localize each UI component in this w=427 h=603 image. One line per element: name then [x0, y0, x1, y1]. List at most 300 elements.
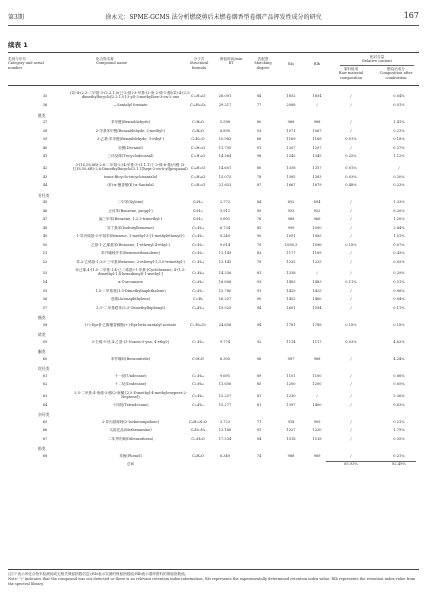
cell-raw: / — [350, 419, 352, 424]
cell-md: 93 — [256, 280, 262, 284]
section-label: 杂环类 — [38, 412, 50, 417]
cell-no: 43 — [42, 174, 48, 179]
section-label: 芳烃类 — [38, 192, 50, 198]
cell-raw: / — [350, 428, 352, 432]
cell-md: 92 — [256, 339, 262, 344]
cell-rt: 19.525 — [218, 305, 232, 310]
cell-rt: 9.774 — [219, 339, 231, 344]
cell-raw: / — [350, 120, 352, 124]
cell-ris: 2088 — [286, 103, 296, 107]
cell-ref: 82.49% — [392, 462, 406, 466]
cell-name: 3-乙基-苯甲醛(Benzaldehyde, 3-ethyl-) — [96, 137, 165, 141]
cell-no: 37 — [42, 120, 48, 124]
cell-raw: / — [350, 208, 352, 213]
cell-rt: 15.075 — [218, 174, 232, 179]
cell-no: 61 — [42, 373, 48, 378]
cell-raw: / — [350, 217, 352, 221]
cell-no: 53 — [42, 271, 48, 275]
cell-rt: 14.256 — [218, 271, 232, 275]
table-bottom-rule — [8, 569, 419, 570]
table-row — [8, 403, 419, 412]
cell-md: 94 — [256, 305, 262, 310]
table-row — [8, 137, 419, 146]
cell-formula: C₁₅H₂₂O — [190, 183, 206, 187]
running-header — [8, 12, 419, 22]
cell-raw: 0.01% — [345, 165, 357, 170]
cell-raw: / — [350, 297, 352, 301]
cell-formula: C₁₅H₂₄O — [190, 94, 206, 98]
cell-no: 68 — [42, 453, 48, 458]
page-number: 167 — [403, 11, 419, 20]
cell-ref: / — [398, 165, 400, 170]
cell-rib: 1383 — [312, 174, 322, 179]
cell-md: 85 — [256, 225, 262, 230]
cell-raw: / — [350, 305, 352, 310]
cell-no: 58 — [42, 322, 48, 327]
section-label: 烯类 — [38, 332, 46, 337]
cell-name: 十四烷(Tetradecane) — [112, 402, 149, 407]
cell-formula: C₁₇H₂₆O₂ — [189, 322, 207, 327]
table-row — [8, 154, 419, 163]
cell-name: 总和 — [126, 462, 135, 466]
header-eff-cn: 燃烧后成分 — [387, 67, 405, 71]
cell-formula: C₁₀H₁₄ — [192, 225, 204, 230]
cell-formula: C₁₁H₂₄ — [192, 373, 204, 378]
cell-raw: / — [350, 393, 352, 398]
cell-ris: 1781 — [286, 322, 296, 327]
cell-ris: 1177 — [286, 251, 296, 255]
header-group-rule — [340, 65, 414, 66]
cell-rib: 1425 — [312, 288, 322, 293]
cell-raw: / — [350, 436, 352, 441]
cell-ris: 1385 — [286, 174, 296, 179]
cell-no: 63 — [42, 393, 48, 398]
cell-ris: 1601 — [286, 305, 296, 310]
cell-raw: / — [350, 128, 352, 133]
cell-rt: 10.983 — [218, 137, 232, 141]
cell-rt: 12.257 — [218, 393, 232, 398]
header-formula-cn: 分子式 — [193, 57, 205, 61]
cell-name: —Santalyl formate — [113, 103, 148, 107]
cell-ris: 1358 — [286, 165, 296, 170]
table-total-row — [8, 462, 419, 471]
cell-no: 47 — [42, 217, 48, 221]
cell-formula: C₁₁H₁₈ — [192, 339, 204, 344]
cell-raw: / — [350, 382, 352, 386]
cell-formula: C₁₁H₁₆O — [190, 154, 206, 158]
cell-ref: 0.20% — [393, 174, 405, 179]
cell-formula: C₆H₁₀N₂O — [189, 419, 207, 424]
cell-ref: 0.01% — [393, 103, 405, 107]
cell-rt: 5.601 — [219, 217, 231, 221]
cell-formula: C₁₂H₁₂ — [192, 288, 204, 293]
header-rule — [8, 25, 419, 26]
cell-md: 83 — [256, 251, 262, 255]
table-note — [8, 572, 419, 587]
cell-name: 2,5-二甲基-4-庚烯-2-醇(2-庚酮 [2,5-Dimethyl-4-methylenepent-2-Heptene]) — [74, 390, 187, 399]
cell-name: 苯,2-乙烯基-1,3,5-三甲基(Benzene, 2-ethenyl-1,3,5-trimethyl-) — [76, 259, 185, 264]
table-row — [8, 103, 419, 112]
cell-no: 42 — [42, 165, 48, 170]
cell-no: 55 — [42, 288, 48, 293]
cell-rt: 17.534 — [218, 436, 232, 441]
cell-formula: C₁₀H₁₂ — [192, 242, 204, 247]
table-row — [8, 251, 419, 260]
cell-no: 65 — [42, 419, 48, 424]
cell-ref: 1.20% — [393, 217, 405, 221]
cell-no: 57 — [42, 305, 48, 310]
cell-no: 56 — [42, 297, 48, 301]
cell-raw: / — [350, 94, 352, 98]
cell-name: 癸醛(Decanal) — [118, 145, 143, 150]
cell-no: 49 — [42, 234, 48, 238]
cell-ris: 1483 — [286, 280, 296, 284]
header-rt-cn: 保留时间/min — [219, 57, 243, 61]
cell-ris: 1852 — [286, 94, 296, 98]
cell-ris: 1101 — [286, 373, 296, 378]
cell-rt: 14.601 — [218, 165, 232, 170]
cell-md: 93 — [256, 128, 262, 133]
cell-md: 96 — [256, 356, 262, 361]
cell-ref: 0.29% — [393, 271, 405, 275]
cell-ref: 4.24% — [393, 356, 405, 361]
cell-raw: 0.03% — [345, 339, 357, 344]
cell-raw: 0.11% — [345, 280, 357, 284]
cell-rib: 989 — [313, 453, 321, 458]
cell-rt: 11.656 — [218, 382, 232, 386]
cell-no: 35 — [42, 94, 48, 98]
cell-md: 98 — [256, 154, 262, 158]
cell-formula: C₁₂H₂₆ — [192, 382, 204, 386]
cell-formula: C₁₀H₂₀ — [192, 393, 204, 398]
table-row — [8, 209, 419, 218]
cell-no: 52 — [42, 259, 48, 264]
header-raw-cn: 原料组成 — [343, 67, 359, 71]
cell-name: 乌洛托品(Methenamine) — [109, 428, 152, 432]
cell-ris: 918 — [287, 419, 295, 424]
table-row — [8, 280, 419, 289]
cell-md: 85 — [256, 382, 262, 386]
cell-no: 59 — [42, 339, 48, 344]
cell-raw: / — [350, 453, 352, 458]
cell-ref: 0.06% — [393, 288, 405, 293]
cell-no: 40 — [42, 145, 48, 150]
table-row — [8, 120, 419, 129]
cell-rt: 16.257 — [218, 297, 232, 301]
cell-rt: 5.598 — [219, 120, 231, 124]
cell-ris: 1452 — [286, 297, 296, 301]
cell-ris: 968 — [287, 120, 295, 124]
cell-name: 3-(1S,5S,6R)-2,6-二甲基-2-(4-甲基-3-(1.1.1)丁-2-烯-6-基)丙醛 (3-[(1S,5S,6R)-2,6-Dimethylbicyclo[3.1.1]hept-2-en-6-yl]propanal) — [73, 162, 188, 171]
cell-rib: 894 — [313, 200, 321, 204]
cell-raw: 0.01% — [345, 137, 357, 141]
cell-rib: 1854 — [312, 94, 322, 98]
cell-no: 51 — [42, 251, 48, 255]
table-row — [8, 91, 419, 103]
cell-ris: 987 — [287, 356, 295, 361]
cell-ref: 0.04% — [393, 94, 405, 98]
total-rule — [326, 461, 416, 462]
header-rib: RIb — [313, 62, 321, 66]
cell-rib: 1067 — [312, 128, 322, 133]
cell-ref: 1.33% — [393, 200, 405, 204]
cell-formula: C₁₄H₃₀ — [192, 402, 204, 407]
cell-name: 苯并噻吩(Benzonitrile) — [110, 356, 151, 361]
cell-rib: 1483 — [312, 280, 322, 284]
cell-rib: 966 — [313, 217, 321, 221]
cell-formula: C₁₆H₂₄O₂ — [189, 103, 207, 107]
cell-md: 74 — [256, 453, 262, 458]
cell-rt: 6.305 — [219, 356, 231, 361]
cell-rt: 11.795 — [218, 145, 232, 150]
table-row — [8, 226, 419, 235]
cell-raw: 85.93% — [344, 462, 358, 466]
cell-no: 54 — [42, 280, 48, 284]
table-row — [8, 340, 419, 349]
cell-raw: 0.18% — [345, 322, 357, 327]
cell-name: 乙基-1-乙烯基苯(Benzene, 1-ethenyl-4-ethyl-) — [91, 242, 170, 247]
cell-ref: 0.51% — [393, 280, 405, 284]
cell-name: 1-异丙烯基-3-甲基苯(Benzene, 1-methyl-3-(1-methylethenyl)-) — [76, 234, 185, 238]
cell-rib: 909 — [313, 419, 321, 424]
header-relcontent-cn: 相对含量 — [369, 55, 385, 59]
section-label: 烷烃类 — [38, 366, 50, 371]
cell-no: 64 — [42, 402, 48, 407]
cell-ref: 0.23% — [393, 183, 405, 187]
issue-label: 第3期 — [8, 14, 24, 21]
cell-formula: C₁₅H₂₂ — [192, 280, 204, 284]
cell-name: 二甲苯(Xylene) — [117, 200, 144, 204]
cell-rib: 968 — [313, 120, 321, 124]
cell-rt: 9.240 — [219, 234, 231, 238]
cell-rib: 1788 — [312, 322, 322, 327]
cell-ris: 968 — [287, 217, 295, 221]
cell-ref: 0.21% — [393, 128, 405, 133]
section-label: 酯类 — [38, 315, 46, 320]
header-relcontent-en: Relative content — [362, 59, 392, 64]
cell-formula: C₆H₁₂N₄ — [190, 428, 206, 432]
cell-name: 二苯并呋喃(Dibenzofuran) — [107, 436, 154, 441]
cell-ris: 1091 — [286, 234, 296, 238]
cell-rt: 9.691 — [219, 373, 231, 378]
table-header-rule — [8, 85, 419, 86]
cell-rib: 952 — [313, 208, 321, 213]
cell-formula: C₇H₅N — [192, 356, 204, 361]
cell-ref: 0.27% — [393, 145, 405, 150]
cell-md: 84 — [256, 200, 262, 204]
cell-name: 3,3'-二甲基联苯(3,3'-Dimethylbiphenyl) — [96, 305, 165, 310]
cell-raw: 0.18% — [345, 242, 357, 247]
cell-md: 90 — [256, 297, 262, 301]
cell-ref: 0.18% — [393, 322, 405, 327]
cell-ref: 1.12% — [393, 154, 405, 158]
cell-raw: / — [350, 225, 352, 230]
table-caption: 续表 1 — [8, 41, 28, 49]
cell-formula: C₁₀H₁₂ — [192, 251, 204, 255]
table-row — [8, 374, 419, 383]
cell-formula: C₁₅H₂₄O — [190, 174, 206, 179]
table-row — [8, 420, 419, 429]
cell-md: 71 — [256, 419, 262, 424]
cell-rt: 6.734 — [219, 225, 231, 230]
section-label: 醛类 — [38, 112, 46, 118]
table-row — [8, 234, 419, 243]
cell-name: 异丁基苯(Isobutylbenzene) — [106, 225, 155, 230]
cell-no: 38 — [42, 128, 48, 133]
cell-name: α-Curcumene — [118, 280, 143, 284]
cell-no: 39 — [42, 137, 48, 141]
cell-ris: 1225 — [286, 259, 296, 264]
table-row — [8, 260, 419, 269]
cell-no: 48 — [42, 225, 48, 230]
cell-rt: 26.001 — [218, 94, 232, 98]
cell-raw: / — [350, 145, 352, 150]
cell-formula: C₁₄H₂₂O — [190, 165, 206, 170]
cell-ris: 1230 — [286, 393, 296, 398]
cell-md: 91 — [256, 288, 262, 293]
cell-ref: 2.84% — [393, 225, 405, 230]
cell-ref: 0.18% — [393, 137, 405, 141]
cell-ris: 1098.3 — [284, 242, 298, 247]
table-row — [8, 323, 419, 332]
cell-rib: 1345 — [312, 154, 322, 158]
cell-ref: 8.20% — [393, 208, 405, 213]
cell-rt: 15.277 — [218, 402, 232, 407]
cell-rt: 21.653 — [218, 183, 232, 187]
cell-name: 2-异丙基咪唑(2-Isobutoxipidone) — [102, 419, 159, 424]
note-cn: 注("/"表示该化合物未检测到或无相关保留指数信息);RIs表示实测的保留指数值;RIb表示谱库资料的保留指数值。 — [8, 572, 189, 576]
header-ris: RIs — [288, 62, 294, 66]
cell-no: 44 — [42, 183, 48, 187]
cell-ris: 1345 — [286, 154, 296, 158]
cell-rt: 12.145 — [218, 259, 232, 264]
cell-no: 50 — [42, 242, 48, 247]
cell-rt: 6.349 — [219, 453, 231, 458]
header-rt-en: RT — [228, 61, 234, 66]
note-en: Note: "/" indicates that the compound was not detected or there is no relevant retention index information; RIs represents the experimentally determined retention index value, RIb represents the retention index value from the spectral library. — [8, 577, 416, 587]
cell-name: (Z)-4-(2,5-二甲基-3-(2,2,1,0)己-3-基)-3-甲基-(2-庚-2-烯-1-醇)(Z)-4-(2,5-dimethylbicyclo[2.2.1.0]-3-yl)-3-methylhex-3-en-2-one — [70, 91, 191, 100]
cell-md: 94 — [256, 322, 262, 327]
cell-formula: C₆H₆O — [192, 453, 204, 458]
cell-no: 45 — [42, 200, 48, 204]
header-compound-en: Compound name — [96, 61, 127, 66]
cell-raw: / — [350, 259, 352, 264]
cell-raw: / — [350, 288, 352, 293]
cell-ref: 1.79% — [393, 428, 405, 432]
cell-ref: 0.05% — [393, 259, 405, 264]
cell-no: 41 — [42, 154, 48, 158]
cell-rib: 1357 — [312, 165, 322, 170]
cell-md: 87 — [256, 183, 262, 187]
table-row — [8, 268, 419, 280]
cell-ris: 1200 — [286, 382, 296, 386]
table-row — [8, 297, 419, 306]
cell-md: 91 — [256, 145, 262, 150]
cell-rib: 1207 — [312, 145, 322, 150]
cell-formula: C₁₅H₂₄ — [192, 271, 204, 275]
cell-rib: 1594 — [312, 305, 322, 310]
cell-rib: 1100 — [312, 373, 322, 378]
cell-ref: 0.21% — [393, 453, 405, 458]
cell-md: 77 — [256, 103, 262, 107]
cell-rt: 11.149 — [218, 251, 232, 255]
table-row — [8, 437, 419, 446]
cell-ris: 1518 — [286, 436, 296, 441]
header-serial-cn: 类别与序号 — [8, 57, 26, 61]
cell-name: 2-甲基苯甲醛(Benzaldehyde, 2-methyl-) — [95, 128, 166, 133]
cell-rib: 1518 — [312, 436, 322, 441]
cell-raw: 0.03% — [345, 174, 357, 179]
cell-ris: 988 — [287, 453, 295, 458]
cell-ref: 1.41% — [393, 120, 405, 124]
cell-md: 89 — [256, 208, 262, 213]
cell-raw: 0.48% — [345, 183, 357, 187]
article-title: 徐永元：SPME-GCMS 法分析燃烧剪后未燃卷烟香型卷烟产品挥发性成分的研究 — [105, 14, 322, 21]
table-top-rule — [8, 52, 419, 53]
cell-name: 正丙苯(Benzene, propyl-) — [108, 208, 153, 213]
cell-ris: 1338 — [286, 271, 296, 275]
table-row — [8, 357, 419, 366]
table-row — [8, 163, 419, 175]
cell-rt: 24.658 — [218, 322, 232, 327]
cell-ref: 0.04% — [393, 297, 405, 301]
cell-rt: 3.723 — [219, 419, 231, 424]
cell-no: 60 — [42, 356, 48, 361]
cell-name: 偏三甲苯(Benzene, 1,2,3-trimethyl-) — [98, 217, 163, 221]
cell-formula: C₁₁H₁₄ — [192, 259, 204, 264]
cell-md: 81 — [256, 402, 262, 407]
cell-ref: 0.07% — [393, 242, 405, 247]
cell-ris: 1425 — [286, 288, 296, 293]
header-raw-en: Raw material composition — [338, 71, 364, 80]
cell-formula: C₉H₁₀O — [191, 137, 205, 141]
cell-ris: 1397 — [286, 402, 296, 407]
cell-name: trans-Bicyclo-tricyclosantalol — [103, 174, 158, 179]
cell-rib: 1220 — [312, 428, 322, 432]
cell-rib: 1168 — [312, 137, 322, 141]
cell-formula: C₇H₆O — [192, 120, 204, 124]
cell-ref: 3.36% — [393, 393, 405, 398]
cell-formula: C₁₂H₈ — [192, 297, 204, 301]
table-row — [8, 217, 419, 226]
cell-ris: 1114 — [286, 339, 296, 344]
cell-rib: 1117 — [312, 339, 322, 344]
cell-rib: 1096 — [312, 242, 322, 247]
cell-raw: / — [350, 251, 352, 255]
cell-formula: C₉H₁₂ — [192, 208, 204, 213]
cell-name: (+)-Epi-β-乙酸檀香醇酯(+)-Epi-beta-santalyl acetate — [84, 322, 177, 327]
cell-rt: 8.890 — [219, 128, 231, 133]
table-row — [8, 200, 419, 209]
section-label: 酮类 — [38, 349, 46, 354]
cell-rt: 29.217 — [218, 103, 232, 107]
header-compound-cn: 化合物名称 — [96, 57, 114, 61]
cell-name: 3-壬烯-5-炔,4-乙基-(3-Nonen-5-yne, 4-ethyl-) — [91, 339, 170, 344]
table-row — [8, 428, 419, 437]
cell-rib: 988 — [313, 356, 321, 361]
cell-rib: 1400 — [312, 402, 322, 407]
cell-rib: / — [316, 271, 318, 275]
cell-ris: 1667 — [286, 183, 296, 187]
table-row — [8, 175, 419, 184]
table-row — [8, 391, 419, 403]
cell-rib: 1189 — [312, 251, 322, 255]
cell-raw: / — [350, 402, 352, 407]
cell-ref: 0.35% — [393, 436, 405, 441]
cell-md: 78 — [256, 217, 262, 221]
cell-name: 苊烯(Acenaphthylene) — [110, 297, 151, 301]
cell-ris: 953 — [287, 208, 295, 213]
